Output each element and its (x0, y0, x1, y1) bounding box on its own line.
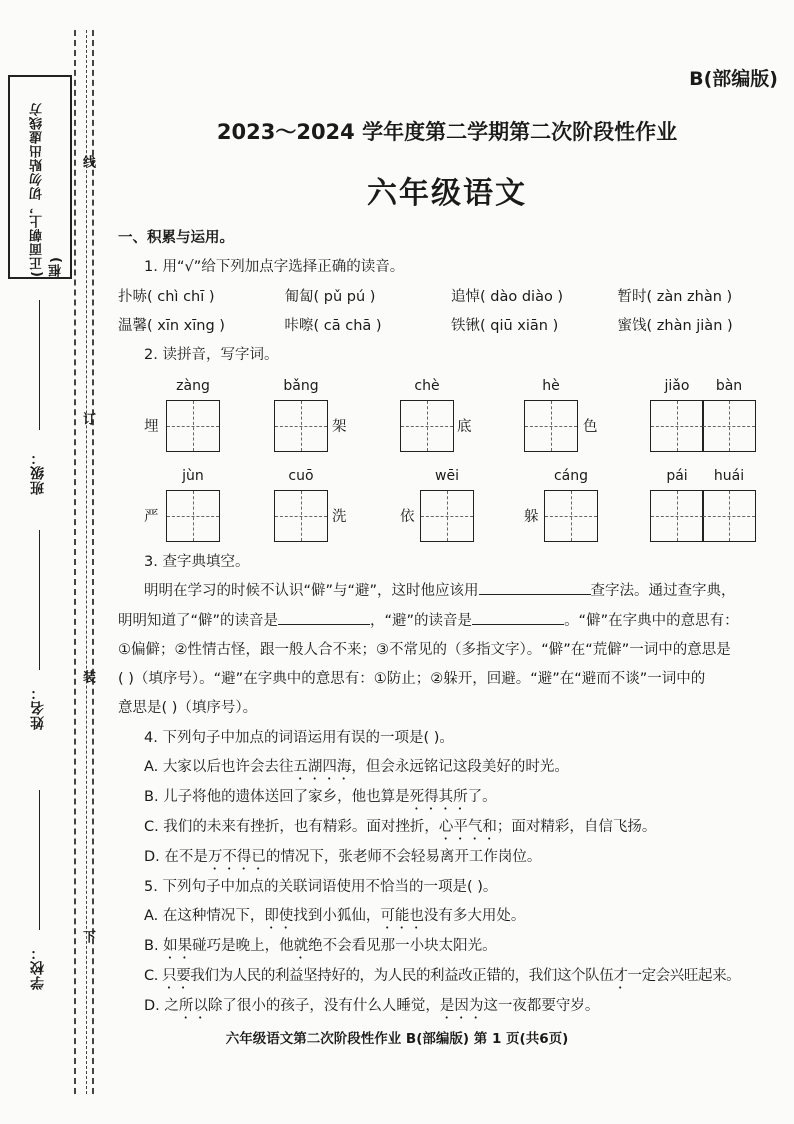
q1-item[interactable]: 温馨( xīn xīng ) (118, 317, 225, 334)
given-char: 躲 (524, 509, 539, 525)
q5-option-c[interactable] (118, 962, 784, 992)
edition-label: B(部编版) (689, 68, 778, 90)
dotted-word: 才 (613, 968, 628, 985)
writing-box[interactable] (274, 490, 328, 542)
q3-prompt: 3. 查字典填空。 (144, 554, 250, 570)
dotted-word: 万不得已 (207, 849, 266, 866)
option-text: D. 在不是 (144, 849, 208, 866)
q1-item[interactable]: 咔嚓( cā chā ) (284, 317, 382, 334)
option-text: ；面对精彩，自信飞扬。 (496, 819, 657, 836)
subject-title: 六年级语文 (367, 176, 527, 211)
school-label: 学校： (30, 945, 46, 990)
given-char: 洗 (332, 509, 347, 525)
q5-prompt: 5. 下列句子中加点的关联词语使用不恰当的一项是( )。 (144, 879, 498, 896)
q3-line-3: ①偏僻；②性情古怪，跟一般人合不来；③不常见的（多指文字）。“僻”在“荒僻”一词中的意思是 (118, 641, 731, 658)
writing-box[interactable] (420, 490, 474, 542)
q1-item[interactable]: 追悼( dào diào ) (451, 288, 564, 305)
option-text: B. (144, 938, 164, 955)
writing-box[interactable] (702, 400, 756, 452)
pinyin: jiǎo (664, 378, 690, 394)
q5-option-d[interactable] (118, 992, 784, 1022)
q1-item[interactable]: 暂时( zàn zhàn ) (617, 288, 733, 305)
writing-box[interactable] (400, 400, 454, 452)
section-heading: 一、积累与运用。 (118, 230, 234, 246)
pinyin: bàn (715, 378, 743, 394)
writing-box[interactable] (166, 400, 220, 452)
q3-line-2 (118, 607, 784, 636)
notice-text: (正面朝上，切勿贴出虚线方框) (30, 102, 64, 277)
q5-option-b[interactable] (118, 932, 784, 962)
class-label: 班级： (30, 450, 46, 495)
q1-item[interactable]: 铁锹( qiū xiān ) (451, 317, 559, 334)
option-text: B. 儿子将他的遗体送回了家乡，他也算是 (144, 789, 410, 806)
dotted-word: 只要 (162, 968, 191, 985)
q4-option-a[interactable] (118, 753, 784, 783)
q4-option-b[interactable] (118, 783, 784, 813)
q4-option-d[interactable] (118, 843, 784, 873)
option-text: 一定会兴旺起来。 (627, 968, 741, 985)
q1-item[interactable]: 匍匐( pǔ pú ) (284, 288, 376, 305)
option-text: A. 大家以后也许会去往 (144, 759, 294, 776)
writing-box[interactable] (166, 490, 220, 542)
dotted-word: 即使 (264, 908, 294, 925)
down-mark: 下 (80, 930, 95, 944)
writing-box[interactable] (650, 400, 704, 452)
option-text: 我们为人民的利益坚持好的，为人民的利益改正错的，我们这个队伍 (190, 968, 614, 985)
pinyin: bǎng (283, 378, 319, 394)
option-text: C. 我们的未来有挫折，也有精彩。面对挫折， (144, 819, 439, 836)
option-text: D. 之 (144, 998, 179, 1015)
option-text: C. (144, 968, 163, 985)
given-char: 架 (332, 419, 347, 435)
option-text: 了。 (467, 789, 497, 806)
pinyin: jùn (182, 468, 204, 484)
school-blank[interactable] (39, 790, 40, 930)
name-label: 姓名： (30, 685, 46, 730)
dotted-word: 是因为 (439, 998, 484, 1015)
given-char: 色 (583, 419, 598, 435)
q2-row-1 (140, 378, 790, 458)
bind-mark: 订 (80, 412, 95, 426)
pinyin: cáng (553, 468, 589, 484)
given-char: 底 (457, 419, 472, 435)
pinyin: zàng (176, 378, 210, 394)
q1-item[interactable]: 蜜饯( zhàn jiàn ) (617, 317, 733, 334)
option-text: 绝不会看见那一小块太阳光。 (308, 938, 497, 955)
cut-line (74, 30, 76, 1094)
option-text: ，但会永远铭记这段美好的时光。 (351, 759, 569, 776)
pinyin: chè (414, 378, 440, 394)
pinyin: pái (666, 468, 688, 484)
q3-text: ，“避”的读音是 (370, 612, 473, 629)
answer-blank[interactable] (278, 624, 370, 625)
q2-prompt: 2. 读拼音，写字词。 (144, 347, 279, 364)
exam-content (118, 224, 784, 370)
option-text: 除了很小的孩子，没有什么人睡觉， (207, 998, 440, 1015)
line-mark: 线 (80, 155, 95, 169)
writing-box[interactable] (274, 400, 328, 452)
pinyin: hè (542, 378, 560, 394)
q3-line-5: 意思是( )（填序号）。 (118, 700, 258, 717)
q4-option-c[interactable] (118, 813, 784, 843)
answer-blank[interactable] (472, 624, 564, 625)
q1-item[interactable]: 扑哧( chì chī ) (118, 288, 215, 305)
q5-option-a[interactable] (118, 902, 784, 932)
writing-box[interactable] (544, 490, 598, 542)
name-blank[interactable] (39, 530, 40, 670)
writing-box[interactable] (524, 400, 578, 452)
dotted-word: 所以 (178, 998, 208, 1015)
q1-row-2 (118, 312, 784, 341)
option-text: A. 在这种情况下， (144, 908, 265, 925)
dotted-word: 可能也 (380, 908, 424, 925)
mount-mark: 装 (80, 670, 95, 684)
dotted-word: 就 (293, 938, 309, 955)
pinyin: cuō (288, 468, 314, 484)
option-text: 这一夜都要守岁。 (483, 998, 600, 1015)
q1-prompt: 1. 用“√”给下列加点字选择正确的读音。 (144, 259, 405, 276)
option-text: 找到小狐仙， (293, 908, 381, 925)
q3-text: 明明在学习的时候不认识“僻”与“避”，这时他应该用 (144, 583, 479, 600)
q3-text: 。“僻”在字典中的意思有： (564, 612, 739, 629)
writing-box[interactable] (702, 490, 756, 542)
answer-blank[interactable] (479, 594, 591, 595)
exam-title: 2023～2024 学年度第二学期第二次阶段性作业 (216, 120, 678, 144)
q2-row-2 (140, 468, 790, 548)
q4-prompt: 4. 下列句子中加点的词语运用有误的一项是( )。 (144, 729, 454, 746)
dotted-word: 心平气和 (438, 819, 497, 836)
option-text: 没有多大用处。 (423, 908, 526, 925)
q3-line-4: ( )（填序号）。“避”在字典中的意思有：①防止；②躲开，回避。“避”在“避而不谈”一词中的 (118, 671, 706, 688)
option-text: 碰巧是晚上，他 (192, 938, 294, 955)
q3-to-q5 (118, 548, 784, 1022)
given-char: 埋 (144, 419, 159, 435)
q3-line-1 (118, 577, 784, 606)
given-char: 依 (400, 509, 415, 525)
dotted-word: 如果 (163, 938, 193, 955)
dotted-word: 死得其所 (409, 789, 468, 806)
class-blank[interactable] (39, 300, 40, 430)
pinyin: wēi (435, 468, 459, 484)
writing-box[interactable] (650, 490, 704, 542)
notice-box (8, 75, 72, 279)
option-text: 的情况下，张老师不会轻易离开工作岗位。 (265, 849, 542, 866)
q3-text: 明明知道了“僻”的读音是 (118, 612, 279, 629)
pinyin: huái (713, 468, 745, 484)
given-char: 严 (144, 509, 159, 525)
page-footer: 六年级语文第二次阶段性作业 B(部编版) 第 1 页(共6页) (225, 1031, 569, 1047)
dotted-word: 五湖四海 (293, 759, 352, 776)
binding-margin (0, 0, 100, 1124)
q3-text: 查字法。通过查字典， (590, 583, 736, 600)
q1-row-1 (118, 283, 784, 312)
